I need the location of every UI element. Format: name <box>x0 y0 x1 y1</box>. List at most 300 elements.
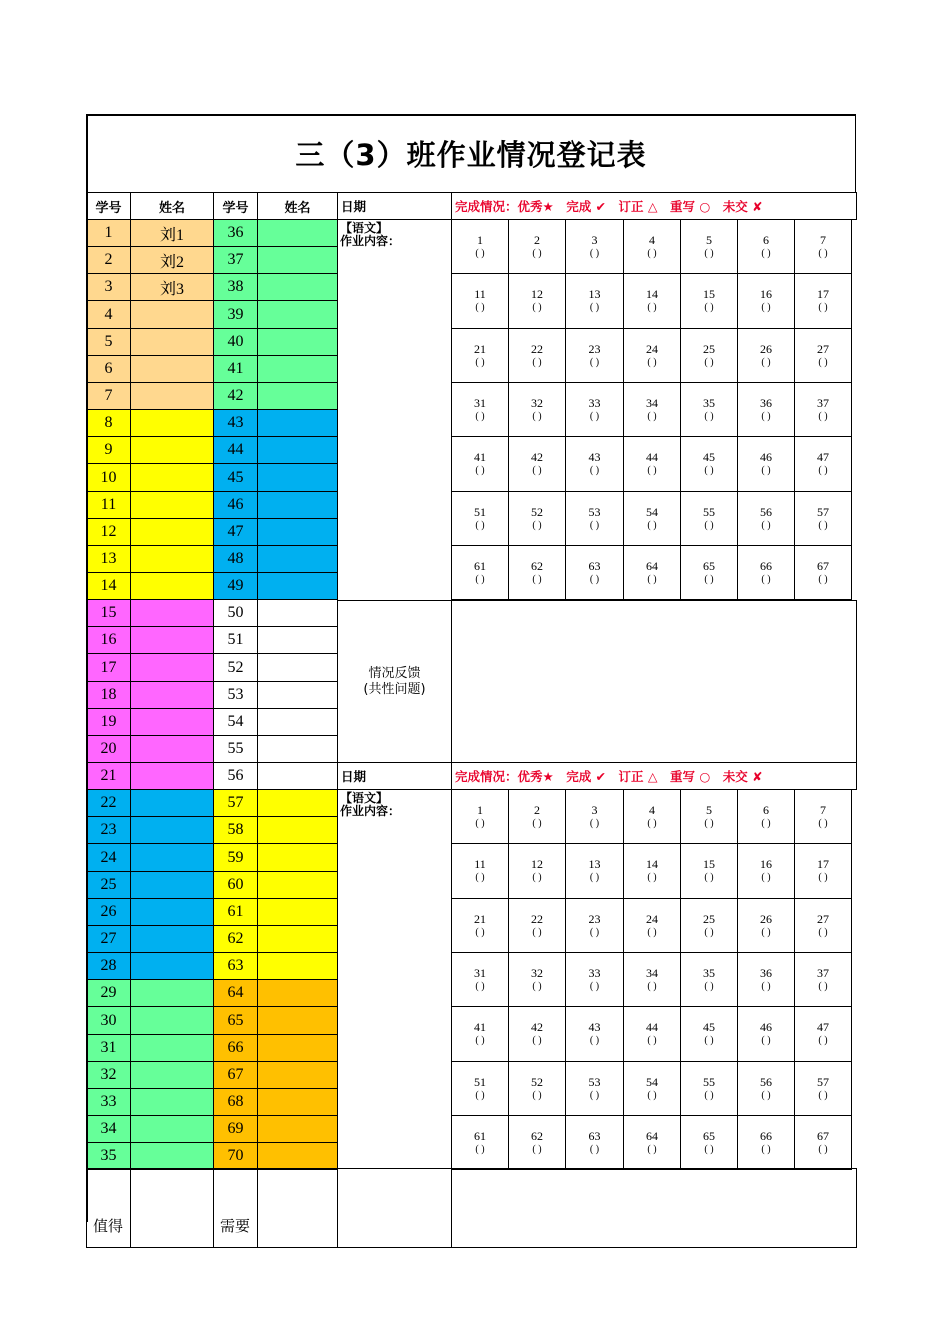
status-blank: ( ) <box>761 980 771 992</box>
student-name[interactable] <box>130 545 214 573</box>
homework-number: 46 <box>760 1020 772 1034</box>
status-blank: ( ) <box>475 1089 485 1101</box>
homework-cell[interactable] <box>623 273 681 329</box>
homework-cell[interactable] <box>623 843 681 899</box>
homework-number: 15 <box>703 287 715 301</box>
status-blank: ( ) <box>475 573 485 585</box>
homework-cell[interactable] <box>737 219 795 274</box>
student-name[interactable] <box>130 300 214 329</box>
student-id: 27 <box>86 925 131 953</box>
student-name[interactable] <box>130 599 214 627</box>
homework-cell[interactable] <box>623 898 681 953</box>
homework-cell[interactable] <box>737 843 795 899</box>
homework-cell[interactable] <box>508 545 566 600</box>
homework-number: 47 <box>817 1020 829 1034</box>
student-name[interactable] <box>130 708 214 736</box>
status-blank: ( ) <box>704 302 714 313</box>
student-id: 8 <box>86 409 131 437</box>
status-blank: ( ) <box>761 519 771 531</box>
homework-number: 57 <box>817 504 829 519</box>
student-name[interactable] <box>130 789 214 817</box>
student-name[interactable] <box>257 681 338 709</box>
student-name[interactable] <box>257 1061 338 1089</box>
homework-cell[interactable] <box>794 545 852 600</box>
student-id: 58 <box>213 816 258 844</box>
homework-cell[interactable] <box>680 491 738 546</box>
student-name[interactable] <box>130 463 214 492</box>
homework-cell[interactable] <box>623 491 681 546</box>
student-name[interactable] <box>130 925 214 953</box>
student-name[interactable] <box>130 1061 214 1089</box>
student-id: 22 <box>86 789 131 817</box>
student-name[interactable] <box>257 491 338 519</box>
homework-number: 55 <box>703 504 715 519</box>
status-blank: ( ) <box>818 980 828 992</box>
feedback-input[interactable] <box>451 600 857 763</box>
homework-cell[interactable] <box>680 273 738 329</box>
status-blank: ( ) <box>818 410 828 422</box>
homework-cell[interactable] <box>794 789 852 844</box>
student-name[interactable] <box>130 843 214 872</box>
homework-cell[interactable] <box>451 1061 509 1116</box>
student-name[interactable] <box>257 328 338 356</box>
homework-cell[interactable] <box>451 491 509 546</box>
homework-cell[interactable] <box>680 1006 738 1062</box>
student-name[interactable] <box>130 491 214 519</box>
homework-number: 32 <box>531 965 543 980</box>
homework-cell[interactable] <box>565 1006 624 1062</box>
student-name[interactable] <box>257 382 338 410</box>
student-name[interactable] <box>257 1115 338 1143</box>
homework-cell[interactable] <box>565 898 624 953</box>
homework-cell[interactable] <box>737 898 795 953</box>
student-name[interactable]: 刘1 <box>130 219 214 247</box>
homework-cell[interactable] <box>623 382 681 437</box>
homework-cell[interactable] <box>565 545 624 600</box>
content-cell[interactable] <box>337 219 452 601</box>
content-cell[interactable] <box>337 789 452 1169</box>
homework-number: 14 <box>646 287 658 301</box>
homework-cell[interactable] <box>737 545 795 600</box>
subject-label: 【语文】 <box>340 791 389 805</box>
status-blank: ( ) <box>475 817 485 829</box>
status-blank: ( ) <box>704 1089 714 1101</box>
student-name[interactable] <box>257 979 338 1007</box>
student-name[interactable] <box>257 626 338 654</box>
homework-cell[interactable] <box>737 1061 795 1116</box>
homework-number: 43 <box>588 450 601 464</box>
status-blank: ( ) <box>475 302 485 313</box>
homework-cell[interactable] <box>794 1006 852 1062</box>
homework-cell[interactable] <box>565 219 624 274</box>
student-name[interactable] <box>130 518 214 546</box>
student-id: 17 <box>86 653 131 682</box>
homework-cell[interactable] <box>451 952 509 1007</box>
homework-number: 27 <box>817 341 829 356</box>
homework-cell[interactable] <box>508 843 566 899</box>
homework-cell[interactable] <box>565 843 624 899</box>
homework-cell[interactable] <box>680 1115 738 1170</box>
status-blank: ( ) <box>818 356 828 368</box>
status-blank: ( ) <box>647 1089 657 1101</box>
homework-cell[interactable] <box>623 1061 681 1116</box>
student-name[interactable] <box>130 681 214 709</box>
status-blank: ( ) <box>475 247 485 259</box>
student-name[interactable]: 刘3 <box>130 273 214 301</box>
homework-cell[interactable] <box>680 789 738 844</box>
status-blank: ( ) <box>704 410 714 422</box>
homework-cell[interactable] <box>508 1006 566 1062</box>
student-id: 53 <box>213 681 258 709</box>
bottom-cell[interactable] <box>257 1168 338 1248</box>
homework-cell[interactable] <box>623 328 681 383</box>
homework-cell[interactable] <box>451 789 509 844</box>
status-blank: ( ) <box>532 247 542 259</box>
homework-cell[interactable] <box>565 273 624 329</box>
homework-number: 53 <box>588 1074 601 1089</box>
homework-cell[interactable] <box>565 382 624 437</box>
homework-cell[interactable] <box>623 789 681 844</box>
homework-number: 37 <box>817 965 829 980</box>
homework-cell[interactable] <box>451 843 509 899</box>
student-id: 31 <box>86 1034 131 1062</box>
homework-number: 67 <box>817 1128 829 1143</box>
student-name[interactable] <box>130 572 214 600</box>
status-blank: ( ) <box>761 410 771 422</box>
student-name[interactable] <box>257 436 338 464</box>
homework-cell[interactable] <box>623 1006 681 1062</box>
student-name[interactable] <box>257 762 338 790</box>
student-name[interactable] <box>257 952 338 980</box>
student-name[interactable] <box>130 436 214 464</box>
student-name[interactable] <box>130 952 214 980</box>
homework-number: 62 <box>531 558 543 573</box>
student-name[interactable] <box>257 1142 338 1170</box>
homework-cell[interactable] <box>565 491 624 546</box>
status-blank: ( ) <box>647 247 657 259</box>
homework-cell[interactable] <box>737 789 795 844</box>
homework-number: 66 <box>760 1128 772 1143</box>
homework-cell[interactable] <box>508 898 566 953</box>
homework-number: 54 <box>646 1074 658 1089</box>
sheet-border-top <box>86 114 856 116</box>
student-name[interactable] <box>130 653 214 682</box>
worksheet <box>86 114 854 1235</box>
bottom-cell[interactable] <box>337 1168 452 1248</box>
homework-cell[interactable] <box>623 436 681 492</box>
student-name[interactable] <box>130 898 214 926</box>
student-name[interactable] <box>257 518 338 546</box>
student-name[interactable] <box>130 1006 214 1035</box>
homework-cell[interactable] <box>737 1006 795 1062</box>
homework-cell[interactable] <box>794 219 852 274</box>
status-blank: ( ) <box>532 980 542 992</box>
homework-cell[interactable] <box>680 843 738 899</box>
student-name[interactable] <box>257 273 338 301</box>
homework-cell[interactable] <box>737 491 795 546</box>
student-id: 60 <box>213 871 258 899</box>
student-name[interactable] <box>130 1115 214 1143</box>
status-blank: ( ) <box>818 872 828 883</box>
homework-number: 67 <box>817 558 829 573</box>
status-blank: ( ) <box>704 356 714 368</box>
homework-number: 64 <box>646 1128 658 1143</box>
student-name[interactable] <box>130 1034 214 1062</box>
status-blank: ( ) <box>589 817 600 829</box>
student-id: 14 <box>86 572 131 600</box>
homework-cell[interactable] <box>737 273 795 329</box>
homework-cell[interactable] <box>508 382 566 437</box>
homework-number: 35 <box>703 395 715 410</box>
student-name[interactable] <box>257 463 338 492</box>
status-blank: ( ) <box>704 573 714 585</box>
homework-number: 56 <box>760 1074 772 1089</box>
sheet-border-left <box>86 114 88 1222</box>
status-blank: ( ) <box>647 356 657 368</box>
homework-cell[interactable] <box>680 436 738 492</box>
status-blank: ( ) <box>475 465 485 476</box>
student-id: 12 <box>86 518 131 546</box>
status-blank: ( ) <box>704 519 714 531</box>
status-blank: ( ) <box>589 872 600 883</box>
student-id: 32 <box>86 1061 131 1089</box>
homework-cell[interactable] <box>680 898 738 953</box>
homework-cell[interactable] <box>737 1115 795 1170</box>
sheet-title: 三（3）班作业情况登记表 <box>86 114 856 193</box>
student-id: 47 <box>213 518 258 546</box>
homework-cell[interactable] <box>508 328 566 383</box>
homework-number: 26 <box>760 911 772 926</box>
homework-number: 41 <box>474 1020 486 1034</box>
homework-cell[interactable] <box>794 328 852 383</box>
homework-cell[interactable] <box>508 789 566 844</box>
homework-cell[interactable] <box>794 491 852 546</box>
homework-cell[interactable] <box>565 328 624 383</box>
student-id: 6 <box>86 355 131 383</box>
homework-number: 13 <box>588 857 601 871</box>
homework-number: 17 <box>817 857 829 871</box>
student-name[interactable] <box>257 871 338 899</box>
student-name[interactable] <box>257 1006 338 1035</box>
homework-number: 56 <box>760 504 772 519</box>
status-blank: ( ) <box>532 817 542 829</box>
homework-number: 5 <box>706 232 712 247</box>
student-id: 45 <box>213 463 258 492</box>
homework-cell[interactable] <box>565 1061 624 1116</box>
homework-cell[interactable] <box>737 952 795 1007</box>
homework-cell[interactable] <box>508 273 566 329</box>
homework-number: 45 <box>703 450 715 464</box>
student-name[interactable] <box>130 1142 214 1170</box>
homework-cell[interactable] <box>565 1115 624 1170</box>
student-name[interactable] <box>257 708 338 736</box>
homework-cell[interactable] <box>508 952 566 1007</box>
homework-number: 37 <box>817 395 829 410</box>
student-name[interactable] <box>130 979 214 1007</box>
student-id: 7 <box>86 382 131 410</box>
content-label: 作业内容： <box>340 804 401 818</box>
homework-cell[interactable] <box>451 436 509 492</box>
homework-cell[interactable] <box>680 1061 738 1116</box>
homework-cell[interactable] <box>737 382 795 437</box>
homework-number: 63 <box>588 1128 601 1143</box>
status-blank: ( ) <box>818 926 828 938</box>
student-name[interactable]: 刘2 <box>130 246 214 274</box>
homework-number: 23 <box>588 911 601 926</box>
homework-number: 35 <box>703 965 715 980</box>
status-blank: ( ) <box>761 872 771 883</box>
homework-number: 52 <box>531 1074 543 1089</box>
homework-cell[interactable] <box>451 545 509 600</box>
homework-cell[interactable] <box>794 1115 852 1170</box>
homework-number: 24 <box>646 341 658 356</box>
student-name[interactable] <box>130 382 214 410</box>
student-id: 62 <box>213 925 258 953</box>
homework-cell[interactable] <box>794 898 852 953</box>
student-id: 15 <box>86 599 131 627</box>
student-name[interactable] <box>257 925 338 953</box>
status-blank: ( ) <box>532 573 542 585</box>
student-id: 2 <box>86 246 131 274</box>
homework-number: 1 <box>477 802 483 817</box>
homework-cell[interactable] <box>680 382 738 437</box>
homework-cell[interactable] <box>508 491 566 546</box>
homework-number: 16 <box>760 857 772 871</box>
status-blank: ( ) <box>532 410 542 422</box>
homework-number: 52 <box>531 504 543 519</box>
student-name[interactable] <box>257 219 338 247</box>
student-name[interactable] <box>257 843 338 872</box>
student-id: 18 <box>86 681 131 709</box>
student-id: 23 <box>86 816 131 844</box>
student-name[interactable] <box>257 735 338 763</box>
student-name[interactable] <box>257 898 338 926</box>
homework-cell[interactable] <box>565 436 624 492</box>
student-name[interactable] <box>257 816 338 844</box>
homework-cell[interactable] <box>794 843 852 899</box>
student-name[interactable] <box>257 409 338 437</box>
student-name[interactable] <box>257 599 338 627</box>
bottom-cell[interactable] <box>130 1168 214 1248</box>
student-name[interactable] <box>257 653 338 682</box>
student-id: 52 <box>213 653 258 682</box>
homework-cell[interactable] <box>794 1061 852 1116</box>
status-blank: ( ) <box>647 926 657 938</box>
student-name[interactable] <box>257 1088 338 1116</box>
student-name[interactable] <box>257 789 338 817</box>
homework-cell[interactable] <box>451 898 509 953</box>
student-name[interactable] <box>130 409 214 437</box>
homework-number: 14 <box>646 857 658 871</box>
student-name[interactable] <box>130 735 214 763</box>
status-blank: ( ) <box>818 302 828 313</box>
homework-number: 33 <box>588 395 601 410</box>
student-id: 49 <box>213 572 258 600</box>
homework-cell[interactable] <box>508 1115 566 1170</box>
homework-cell[interactable] <box>794 382 852 437</box>
student-id: 35 <box>86 1142 131 1170</box>
student-name[interactable] <box>257 300 338 329</box>
homework-number: 23 <box>588 341 601 356</box>
homework-number: 32 <box>531 395 543 410</box>
homework-cell[interactable] <box>451 219 509 274</box>
homework-cell[interactable] <box>737 328 795 383</box>
homework-number: 33 <box>588 965 601 980</box>
homework-cell[interactable] <box>794 436 852 492</box>
homework-cell[interactable] <box>680 952 738 1007</box>
homework-cell[interactable] <box>623 545 681 600</box>
student-name[interactable] <box>257 355 338 383</box>
student-name[interactable] <box>130 328 214 356</box>
homework-cell[interactable] <box>451 1115 509 1170</box>
homework-cell[interactable] <box>451 273 509 329</box>
homework-number: 4 <box>649 802 655 817</box>
homework-cell[interactable] <box>508 436 566 492</box>
student-name[interactable] <box>257 545 338 573</box>
homework-cell[interactable] <box>451 328 509 383</box>
student-name[interactable] <box>130 1088 214 1116</box>
student-name[interactable] <box>257 1034 338 1062</box>
student-id: 16 <box>86 626 131 654</box>
homework-cell[interactable] <box>680 545 738 600</box>
feedback-line-2: (共性问题) <box>363 681 426 697</box>
status-blank: ( ) <box>532 465 542 476</box>
status-blank: ( ) <box>647 980 657 992</box>
homework-cell[interactable] <box>451 1006 509 1062</box>
homework-cell[interactable] <box>451 382 509 437</box>
student-id: 19 <box>86 708 131 736</box>
status-blank: ( ) <box>647 817 657 829</box>
homework-cell[interactable] <box>508 219 566 274</box>
student-name[interactable] <box>130 355 214 383</box>
homework-cell[interactable] <box>623 1115 681 1170</box>
status-blank: ( ) <box>589 247 600 259</box>
student-name[interactable] <box>257 572 338 600</box>
homework-number: 55 <box>703 1074 715 1089</box>
status-blank: ( ) <box>761 817 771 829</box>
homework-cell[interactable] <box>680 328 738 383</box>
homework-cell[interactable] <box>737 436 795 492</box>
student-name[interactable] <box>130 816 214 844</box>
student-name[interactable] <box>130 626 214 654</box>
homework-cell[interactable] <box>680 219 738 274</box>
homework-cell[interactable] <box>565 789 624 844</box>
status-blank: ( ) <box>761 302 771 313</box>
student-name[interactable] <box>130 871 214 899</box>
homework-number: 53 <box>588 504 601 519</box>
status-blank: ( ) <box>589 465 600 476</box>
homework-number: 4 <box>649 232 655 247</box>
homework-number: 36 <box>760 965 772 980</box>
student-id: 43 <box>213 409 258 437</box>
status-blank: ( ) <box>589 410 600 422</box>
student-name[interactable] <box>130 762 214 790</box>
student-name[interactable] <box>257 246 338 274</box>
student-id: 4 <box>86 300 131 329</box>
homework-cell[interactable] <box>623 952 681 1007</box>
status-blank: ( ) <box>818 1089 828 1101</box>
student-id: 64 <box>213 979 258 1007</box>
homework-cell[interactable] <box>565 952 624 1007</box>
homework-cell[interactable] <box>794 952 852 1007</box>
content-label: 作业内容： <box>340 234 401 248</box>
homework-cell[interactable] <box>508 1061 566 1116</box>
homework-number: 3 <box>591 232 598 247</box>
homework-cell[interactable] <box>623 219 681 274</box>
homework-number: 31 <box>474 395 486 410</box>
homework-cell[interactable] <box>794 273 852 329</box>
bottom-cell[interactable] <box>451 1168 857 1248</box>
